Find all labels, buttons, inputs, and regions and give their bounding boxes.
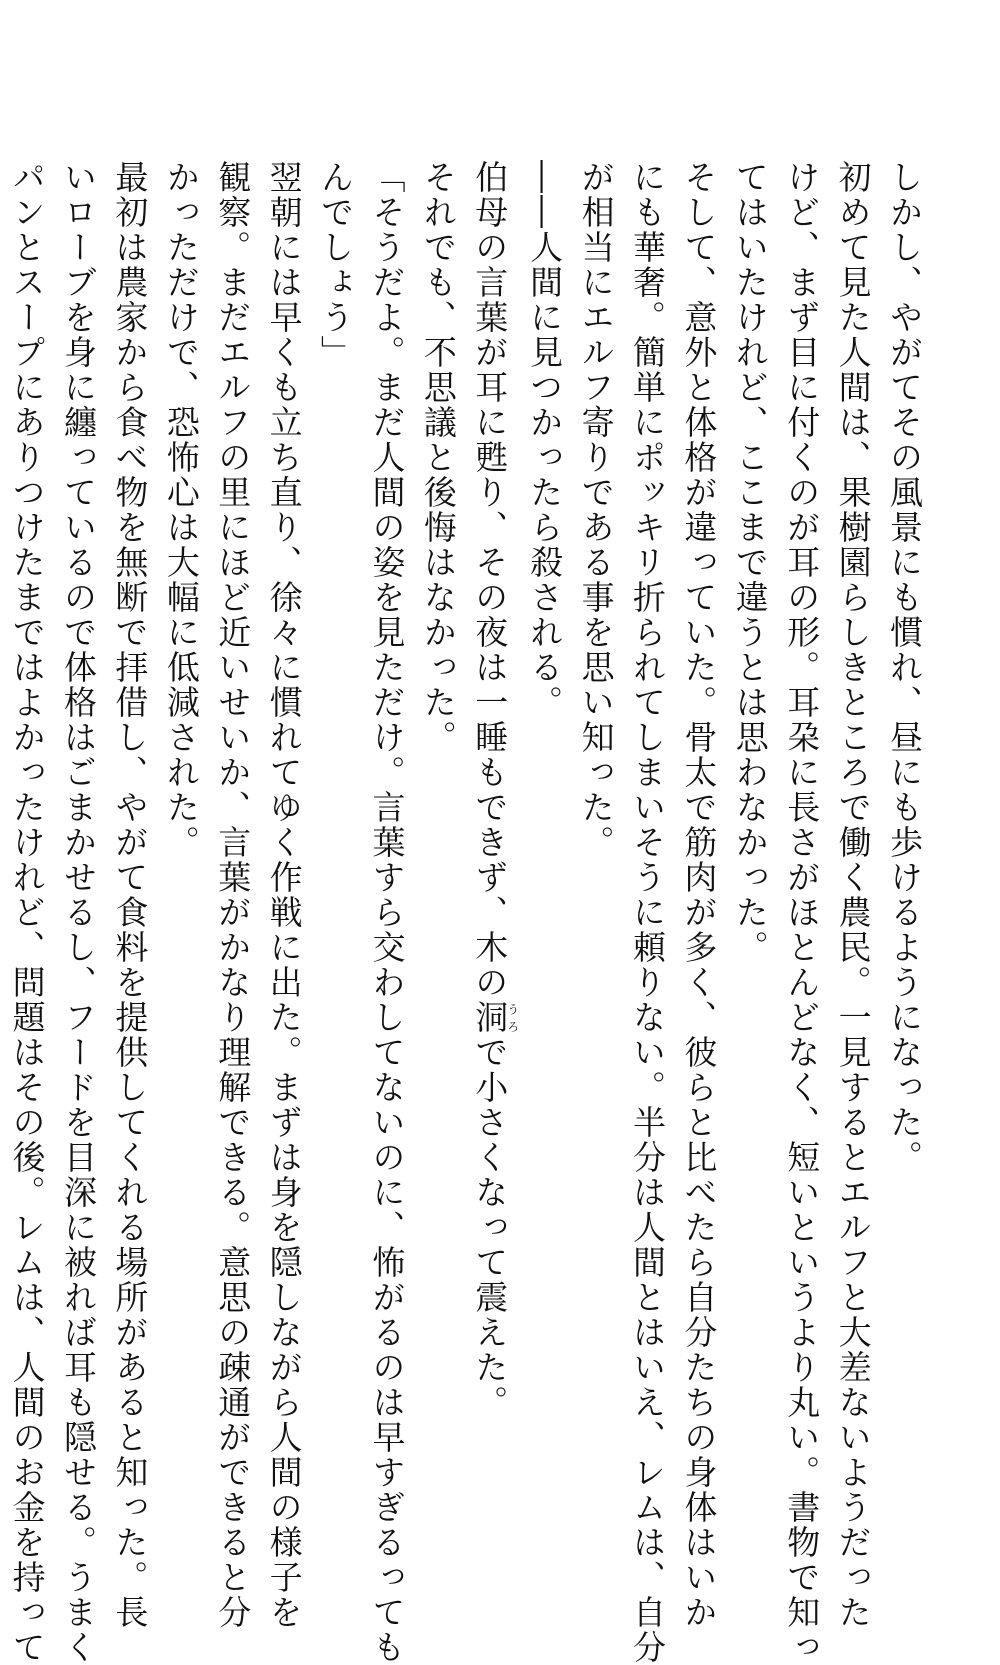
- text-line-9: [464, 160, 519, 1425]
- text-line-2: 初めて見た人間は、果樹園らしきところで働く農民。一見するとエルフと大差ないようだった: [833, 160, 873, 1630]
- text-line-12: んでしょう」: [316, 160, 356, 370]
- text-line-16: 最初は農家から食べ物を無断で拝借し、やがて食料を提供してくれる場所があると知った。長: [110, 160, 150, 1630]
- ruby-reading: うろ: [505, 1000, 520, 1035]
- text-line-10: それでも、不思議と後悔はなかった。: [418, 160, 458, 755]
- text-line-18: パンとスープにありつけたまではよかったけれど、問題はその後。レムは、人間のお金を持って: [7, 160, 47, 1665]
- text-line-17: いローブを身に纏っているので体格はごまかせるし、フードを目深に被れば耳も隠せる。うまく: [59, 160, 98, 1665]
- text-line-14: 観察。まだエルフの里にほど近いせいか、言葉がかなり理解できる。意思の疎通ができると分: [213, 160, 253, 1630]
- text-line-11: 「そうだよ。まだ人間の姿を見ただけ。言葉すら交わしてないのに、怖がるのは早すぎるっても: [367, 160, 407, 1665]
- text-line-7: が相当にエルフ寄りである事を思い知った。: [576, 160, 616, 860]
- text-line-3: けど、まず目に付くのが耳の形。耳朶に長さがほとんどなく、短いというより丸い。書物で知っ: [782, 160, 822, 1665]
- text-line-6: にも華奢。簡単にポッキリ折られてしまいそうに頼りない。半分は人間とはいえ、レムは、自分: [627, 160, 667, 1665]
- text-line-13: 翌朝には早くも立ち直り、徐々に慣れてゆく作戦に出た。まずは身を隠しながら人間の様子を: [264, 160, 304, 1630]
- text-line-15: かっただけで、恐怖心は大幅に低減された。: [161, 160, 201, 860]
- text-line-8: ――人間に見つかったら殺される。: [525, 160, 565, 720]
- text-line-5: そして、意外と体格が違っていた。骨太で筋肉が多く、彼らと比べたら自分たちの身体はいか: [679, 160, 719, 1630]
- text-line-1: しかし、やがてその風景にも慣れ、昼にも歩けるようになった。: [885, 160, 924, 1175]
- text-line-9-before: 伯母の言葉が耳に甦り、その夜は一睡もできず、木の: [470, 160, 510, 1000]
- ruby-base: 洞: [470, 1000, 510, 1035]
- vertical-text-block: [1, 160, 930, 1665]
- ruby-annotation: [470, 1000, 520, 1035]
- text-line-9-after: で小さくなって震えた。: [470, 1035, 510, 1420]
- text-line-4: てはいたけれど、ここまで違うとは思わなかった。: [730, 160, 770, 965]
